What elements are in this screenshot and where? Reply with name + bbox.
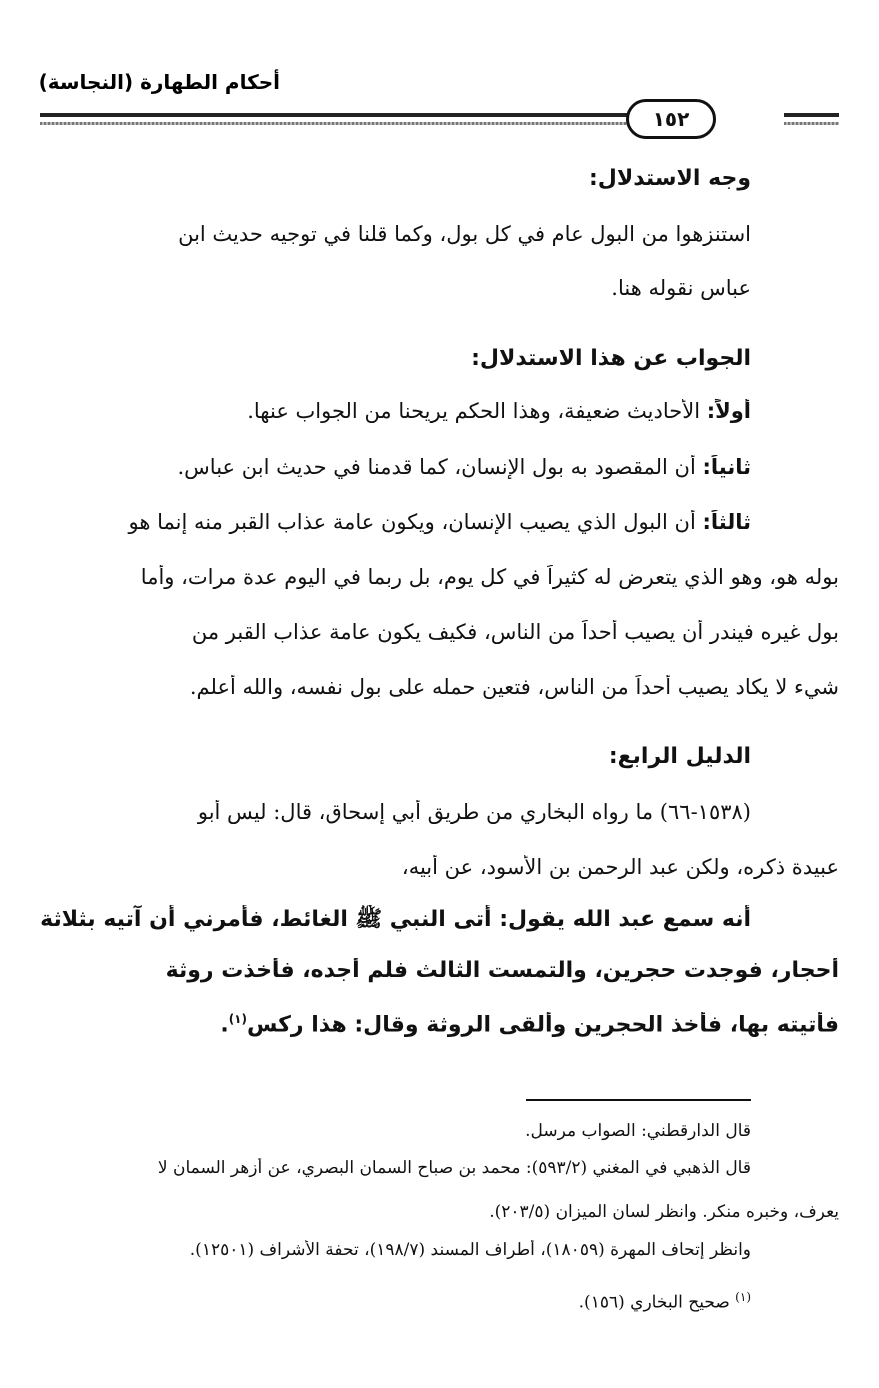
footnote-text: صحيح البخاري (١٥٦). (578, 1292, 730, 1313)
header-rule-right-dotted (784, 122, 839, 125)
body-line: عباس نقوله هنا. (611, 276, 751, 300)
footnote-line: قال الذهبي في المغني (٥٩٣/٢): محمد بن صباح السمان البصري، عن أزهر السمان لا (157, 1158, 751, 1178)
footnote-rule (526, 1099, 751, 1101)
hadith-line: أحجار، فوجدت حجرين، والتمست الثالث فلم أجده، فأخذت روثة (165, 958, 839, 983)
header-rule (40, 113, 642, 117)
footnote-line: وانظر إتحاف المهرة (١٨٠٥٩)، أطراف المسند (١٩٨/٧)، تحفة الأشراف (١٢٥٠١). (189, 1240, 751, 1260)
body-line: شيء لا يكاد يصيب أحداً من الناس، فتعين حمله على بول نفسه، والله أعلم. (189, 675, 839, 699)
body-line: استنزهوا من البول عام في كل بول، وكما قلنا في توجيه حديث ابن (178, 222, 751, 246)
section-heading-fourth-evidence: الدليل الرابع: (608, 744, 751, 769)
footnote-ref: (١) (228, 1012, 247, 1026)
body-line: عبيدة ذكره، ولكن عبد الرحمن بن الأسود، عن أبيه، (401, 855, 839, 879)
point-lead: أولاً: (706, 399, 751, 423)
point-text: أن البول الذي يصيب الإنسان، ويكون عامة عذاب القبر منه إنما هو (128, 510, 703, 534)
footnote-number: (١) (735, 1290, 751, 1304)
footnote-1 (40, 1290, 751, 1313)
header-rule-right (784, 113, 839, 117)
header-rule-dotted (40, 122, 642, 125)
point-lead: ثالثاً: (702, 510, 751, 534)
answer-point-1 (40, 399, 751, 423)
answer-point-3 (40, 510, 751, 534)
point-lead: ثانياً: (702, 455, 751, 479)
body-line: (١٥٣٨-٦٦) ما رواه البخاري من طريق أبي إسحاق، قال: ليس أبو (197, 800, 751, 824)
answer-point-2 (40, 455, 751, 479)
footnote-line: قال الدارقطني: الصواب مرسل. (525, 1121, 751, 1141)
hadith-line-last (40, 1012, 839, 1037)
hadith-text: فأتيته بها، فأخذ الحجرين وألقى الروثة وقال: هذا ركس (246, 1012, 839, 1038)
point-text: الأحاديث ضعيفة، وهذا الحكم يريحنا من الجواب عنها. (247, 399, 707, 423)
hadith-end: . (220, 1012, 229, 1038)
section-heading-answer: الجواب عن هذا الاستدلال: (471, 346, 751, 371)
running-title: أحكام الطهارة (النجاسة) (38, 70, 280, 94)
section-heading-inference: وجه الاستدلال: (588, 166, 751, 191)
page-number: ١٥٢ (626, 99, 716, 139)
body-line: بوله هو، وهو الذي يتعرض له كثيراً في كل يوم، بل ربما في اليوم عدة مرات، وأما (140, 565, 839, 589)
body-line: بول غيره فيندر أن يصيب أحداً من الناس، فكيف يكون عامة عذاب القبر من (191, 620, 839, 644)
footnote-line: يعرف، وخبره منكر. وانظر لسان الميزان (٢٠٣/٥). (489, 1202, 839, 1222)
point-text: أن المقصود به بول الإنسان، كما قدمنا في حديث ابن عباس. (177, 455, 703, 479)
hadith-line: أنه سمع عبد الله يقول: أتى النبي ﷺ الغائط، فأمرني أن آتيه بثلاثة (40, 907, 751, 932)
